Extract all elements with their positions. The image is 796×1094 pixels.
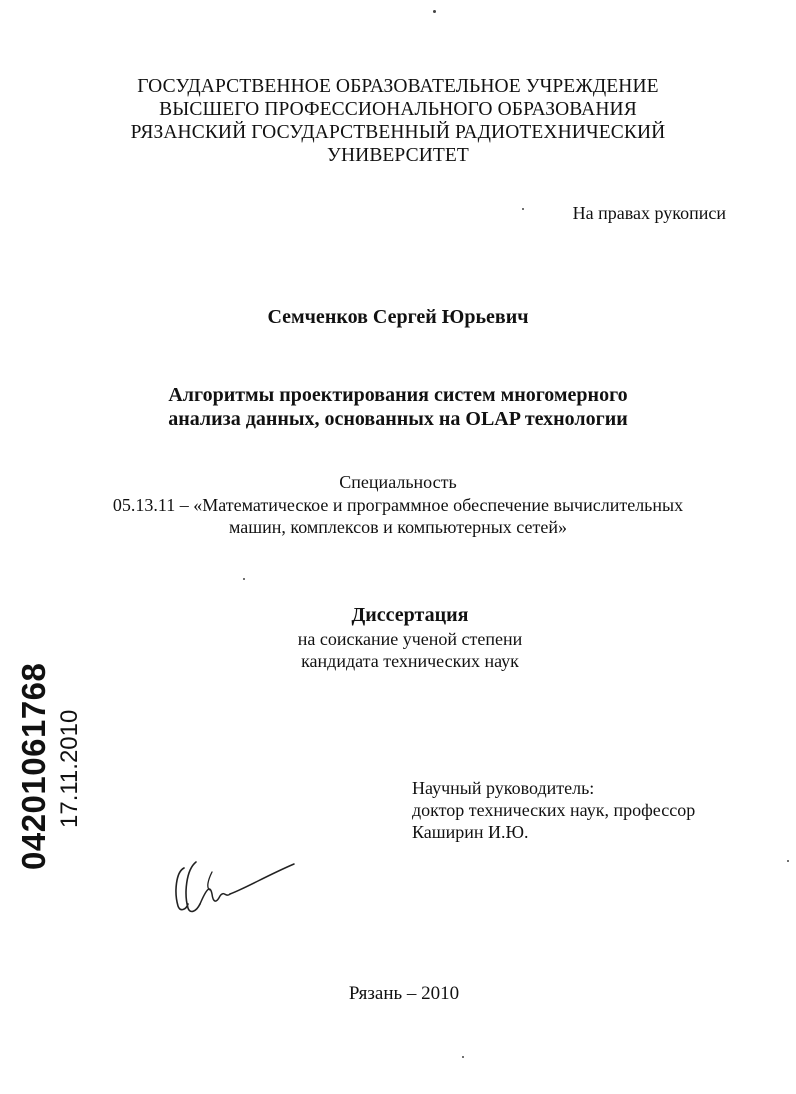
institution-line-2: ВЫСШЕГО ПРОФЕССИОНАЛЬНОГО ОБРАЗОВАНИЯ — [159, 99, 637, 120]
scan-speck — [787, 860, 789, 862]
dissertation-line-1: на соискание ученой степени — [297, 629, 523, 649]
institution-line-3: РЯЗАНСКИЙ ГОСУДАРСТВЕННЫЙ РАДИОТЕХНИЧЕСКИЙ — [130, 122, 666, 143]
scan-speck — [243, 578, 245, 580]
specialty-label: Специальность — [339, 472, 457, 492]
place-year: Рязань – 2010 — [348, 983, 460, 1004]
stamp-code: 04201061768 — [15, 662, 52, 870]
dissertation-heading: Диссертация — [351, 604, 469, 626]
specialty-line-2: машин, комплексов и компьютерных сетей» — [229, 517, 567, 537]
stamp-date: 17.11.2010 — [56, 709, 83, 828]
supervisor-name: Каширин И.Ю. — [412, 822, 529, 842]
scan-speck — [522, 208, 524, 210]
supervisor-degree: доктор технических наук, профессор — [412, 800, 696, 820]
title-line-2: анализа данных, основанных на OLAP технологии — [168, 408, 628, 430]
manuscript-note: На правах рукописи — [572, 203, 726, 223]
author-name: Семченков Сергей Юрьевич — [267, 306, 529, 328]
handwritten-signature — [170, 850, 300, 920]
institution-line-1: ГОСУДАРСТВЕННОЕ ОБРАЗОВАТЕЛЬНОЕ УЧРЕЖДЕНИЕ — [137, 76, 659, 97]
title-line-1: Алгоритмы проектирования систем многомерного — [168, 384, 628, 406]
supervisor-label: Научный руководитель: — [412, 778, 595, 798]
scan-speck — [462, 1056, 464, 1058]
specialty-line-1: 05.13.11 – «Математическое и программное обеспечение вычислительных — [112, 495, 684, 515]
dissertation-line-2: кандидата технических наук — [301, 651, 519, 671]
institution-line-4: УНИВЕРСИТЕТ — [327, 145, 469, 166]
scan-speck — [433, 10, 436, 13]
